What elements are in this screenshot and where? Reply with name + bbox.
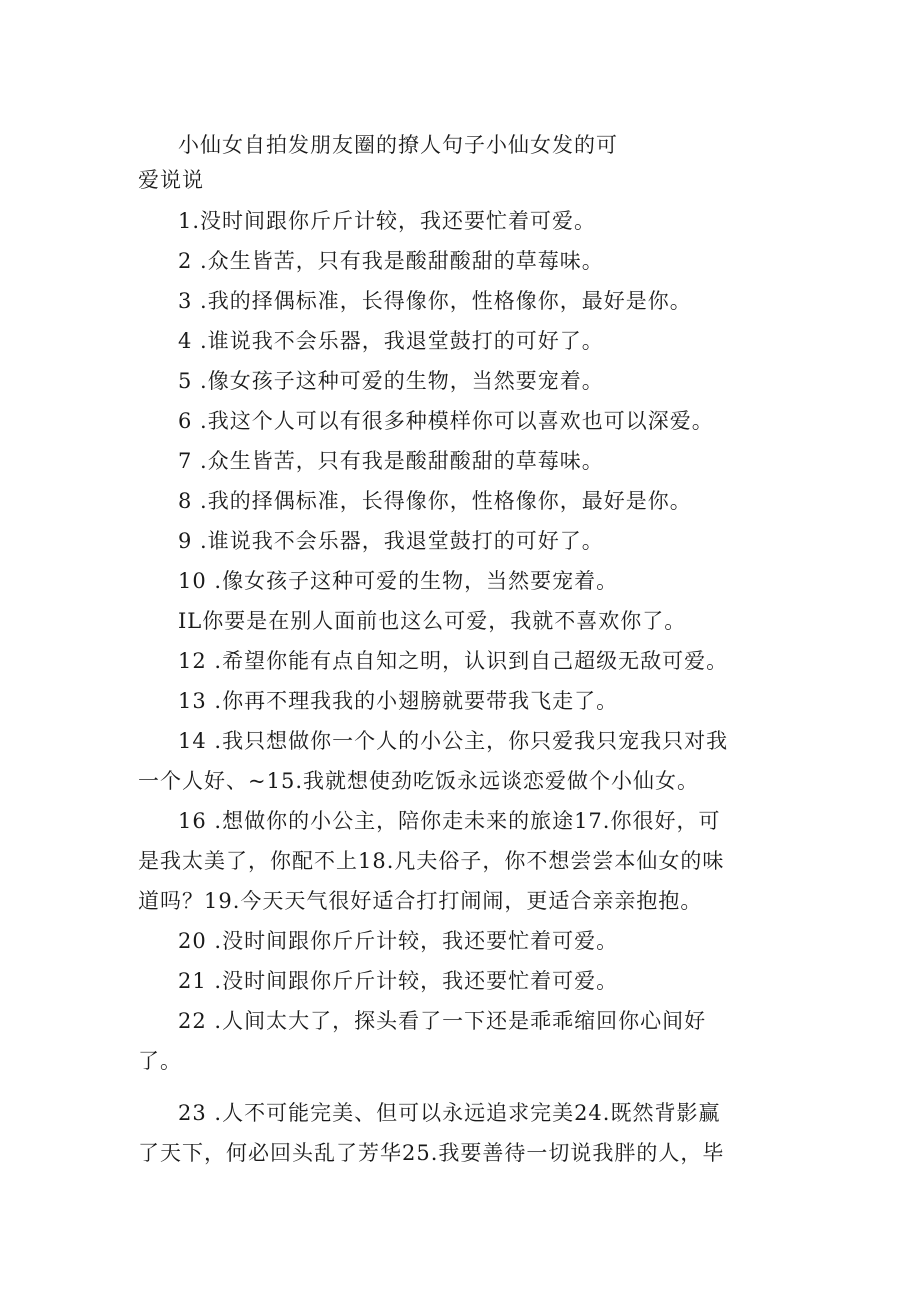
list-item: 21 .没时间跟你斤斤计较，我还要忙着可爱。 — [178, 969, 619, 993]
list-item: 9 .谁说我不会乐器，我退堂鼓打的可好了。 — [178, 529, 604, 553]
list-item: 4 .谁说我不会乐器，我退堂鼓打的可好了。 — [178, 329, 604, 353]
list-item: 13 .你再不理我我的小翅膀就要带我飞走了。 — [178, 689, 619, 713]
list-item: 7 .众生皆苦，只有我是酸甜酸甜的草莓味。 — [178, 449, 604, 473]
list-item: IL你要是在别人面前也这么可爱，我就不喜欢你了。 — [178, 609, 687, 633]
paragraph-22-line-1: 22 .人间太大了，探头看了一下还是乖乖缩回你心间好 — [178, 1009, 707, 1033]
paragraph-16-line-3: 道吗？19.今天天气很好适合打打闹闹，更适合亲亲抱抱。 — [138, 889, 703, 913]
title-line-2: 爱说说 — [138, 168, 204, 192]
list-item: 1.没时间跟你斤斤计较，我还要忙着可爱。 — [178, 209, 597, 233]
list-item: 8 .我的择偶标准，长得像你，性格像你，最好是你。 — [178, 489, 692, 513]
list-item: 5 .像女孩子这种可爱的生物，当然要宠着。 — [178, 369, 604, 393]
list-item: 12 .希望你能有点自知之明，认识到自己超级无敌可爱。 — [178, 649, 729, 673]
document-body — [138, 201, 778, 1173]
list-item: 10 .像女孩子这种可爱的生物，当然要宠着。 — [178, 569, 619, 593]
paragraph-23-line-2: 了天下，何必回头乱了芳华25.我要善待一切说我胖的人，毕 — [138, 1141, 725, 1165]
paragraph-14-line-2: 一个人好、~15.我就想使劲吃饭永远谈恋爱做个小仙女。 — [138, 769, 699, 793]
paragraph-16-line-1: 16 .想做你的小公主，陪你走未来的旅途17.你很好，可 — [178, 809, 721, 833]
list-item: 20 .没时间跟你斤斤计较，我还要忙着可爱。 — [178, 929, 619, 953]
paragraph-14-line-1: 14 .我只想做你一个人的小公主，你只爱我只宠我只对我 — [178, 729, 729, 753]
paragraph-22-line-2: 了。 — [138, 1049, 182, 1073]
paragraph-23-line-1: 23 .人不可能完美、但可以永远追求完美24.既然背影赢 — [178, 1101, 721, 1125]
list-item: 3 .我的择偶标准，长得像你，性格像你，最好是你。 — [178, 289, 692, 313]
title-line-1: 小仙女自拍发朋友圈的撩人句子小仙女发的可 — [178, 133, 618, 157]
document-title — [138, 124, 778, 202]
paragraph-16-line-2: 是我太美了，你配不上18.凡夫俗子，你不想尝尝本仙女的味 — [138, 849, 725, 873]
list-item: 6 .我这个人可以有很多种模样你可以喜欢也可以深爱。 — [178, 409, 714, 433]
list-item: 2 .众生皆苦，只有我是酸甜酸甜的草莓味。 — [178, 249, 604, 273]
